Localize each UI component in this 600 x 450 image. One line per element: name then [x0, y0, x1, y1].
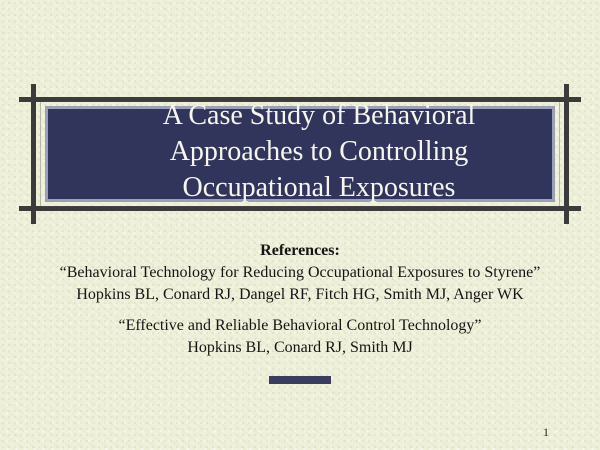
- references-heading: References:: [260, 242, 340, 259]
- reference-2-authors: Hopkins BL, Conard RJ, Smith MJ: [187, 339, 413, 356]
- title-frame: [19, 84, 581, 224]
- slide-title-line-3: Occupational Exposures: [182, 172, 456, 203]
- accent-bar: [269, 376, 331, 384]
- slide-title: [19, 98, 600, 206]
- reference-spacer: [0, 306, 600, 315]
- reference-2-title: “Effective and Reliable Behavioral Control Technology”: [118, 317, 482, 334]
- references-block: [0, 240, 600, 359]
- slide-title-line-1: A Case Study of Behavioral: [162, 100, 476, 131]
- slide-number: 1: [543, 425, 549, 439]
- slide-title-line-2: Approaches to Controlling: [169, 136, 469, 167]
- reference-1-authors: Hopkins BL, Conard RJ, Dangel RF, Fitch HG, Smith MJ, Anger WK: [76, 286, 524, 303]
- reference-1-title: “Behavioral Technology for Reducing Occupational Exposures to Styrene”: [59, 264, 541, 281]
